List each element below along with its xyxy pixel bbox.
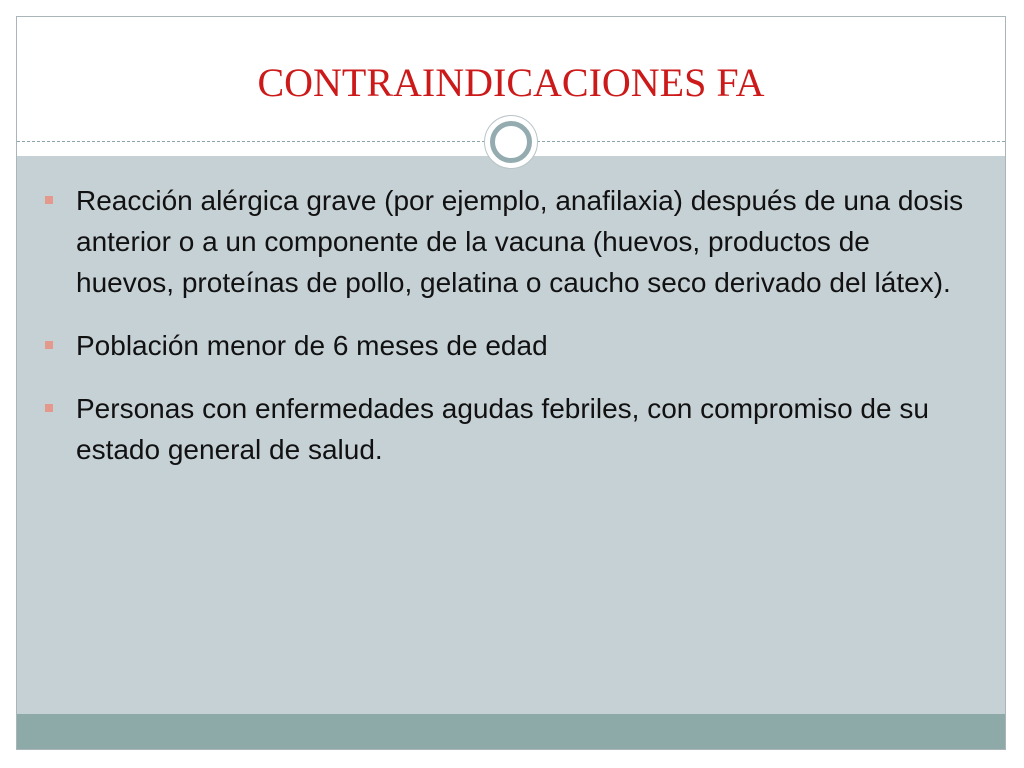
bullet-text: Personas con enfermedades agudas febriles, con compromiso de su estado general de salud. xyxy=(76,393,929,465)
slide-title: CONTRAINDICACIONES FA xyxy=(257,60,765,105)
bullet-text: Población menor de 6 meses de edad xyxy=(76,330,548,361)
bottom-band xyxy=(17,714,1005,749)
square-bullet-icon xyxy=(45,404,53,412)
bullet-item xyxy=(44,325,974,366)
bullet-item xyxy=(44,388,974,470)
ring-icon xyxy=(484,115,538,169)
bullet-item xyxy=(44,180,974,303)
bullet-list xyxy=(44,180,974,492)
bullet-text: Reacción alérgica grave (por ejemplo, anafilaxia) después de una dosis anterior o a un componente de la vacuna (huevos, productos de huevos, proteínas de pollo, gelatina o caucho seco derivado del látex). xyxy=(76,185,964,298)
square-bullet-icon xyxy=(45,341,53,349)
square-bullet-icon xyxy=(45,196,53,204)
